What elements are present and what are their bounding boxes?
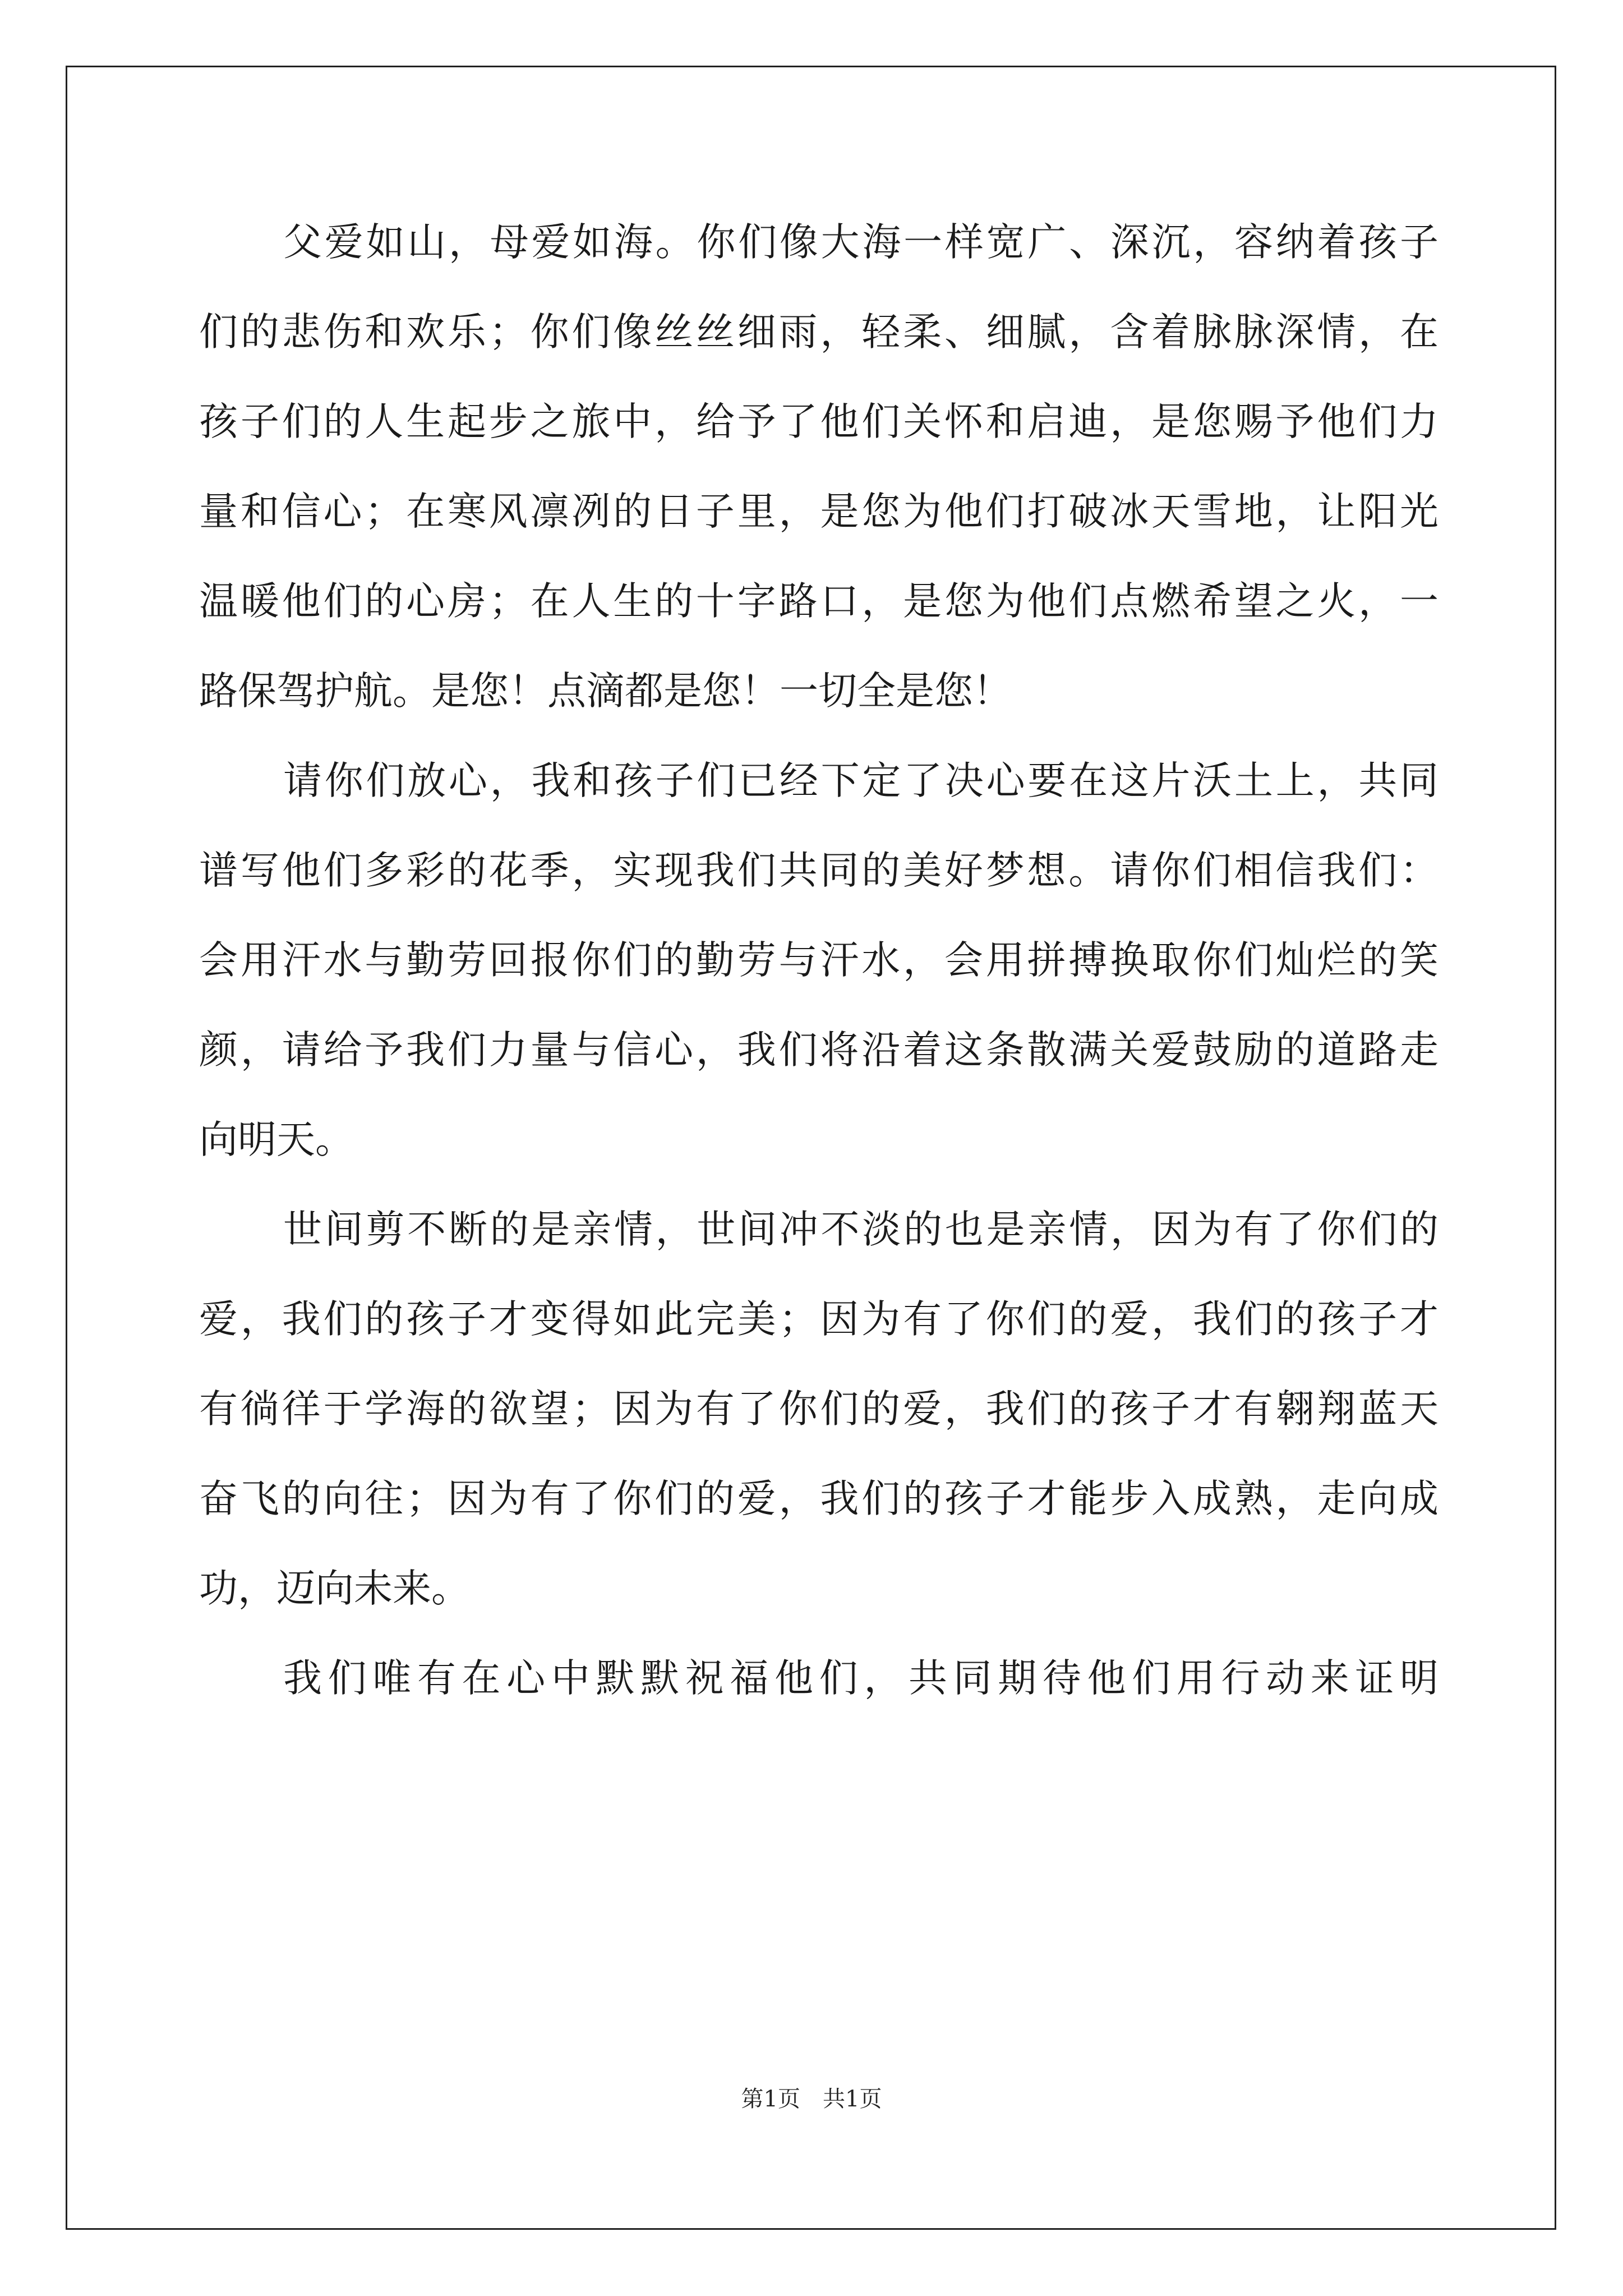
document-body [199,209,1438,1734]
text-line: 量和信心；在寒风凛冽的日子里，是您为他们打破冰天雪地，让阳光 [199,489,1438,534]
page-footer [0,2081,1623,2113]
text-line: 路保驾护航。是您！点滴都是您！一切全是您！ [199,669,1012,714]
paragraph-2 [199,747,1438,1196]
text-line: 向明天。 [199,1117,354,1162]
paragraph-3 [199,1196,1438,1645]
text-line: 会用汗水与勤劳回报你们的勤劳与汗水，会用拼搏换取你们灿烂的笑 [199,938,1438,983]
page-number-label: 第1页 共1页 [741,2086,882,2112]
text-line: 爱，我们的孩子才变得如此完美；因为有了你们的爱，我们的孩子才 [199,1297,1438,1342]
text-line: 颜，请给予我们力量与信心，我们将沿着这条散满关爱鼓励的道路走 [199,1028,1438,1073]
text-line: 们的悲伤和欢乐；你们像丝丝细雨，轻柔、细腻，含着脉脉深情，在 [199,310,1438,355]
text-line: 温暖他们的心房；在人生的十字路口，是您为他们点燃希望之火，一 [199,579,1438,624]
text-line: 奋飞的向往；因为有了你们的爱，我们的孩子才能步入成熟，走向成 [199,1476,1438,1521]
text-line: 我们唯有在心中默默祝福他们，共同期待他们用行动来证明 [283,1656,1438,1701]
text-line: 请你们放心，我和孩子们已经下定了决心要在这片沃土上，共同 [283,758,1438,803]
text-line: 谱写他们多彩的花季，实现我们共同的美好梦想。请你们相信我们： [199,848,1438,893]
text-line: 孩子们的人生起步之旅中，给予了他们关怀和启迪，是您赐予他们力 [199,399,1438,444]
paragraph-1 [199,209,1438,747]
text-line: 有徜徉于学海的欲望；因为有了你们的爱，我们的孩子才有翱翔蓝天 [199,1387,1438,1432]
text-line: 父爱如山，母爱如海。你们像大海一样宽广、深沉，容纳着孩子 [283,220,1438,265]
paragraph-4 [199,1645,1438,1734]
text-line: 世间剪不断的是亲情，世间冲不淡的也是亲情，因为有了你们的 [283,1207,1438,1252]
text-line: 功，迈向未来。 [199,1566,470,1611]
